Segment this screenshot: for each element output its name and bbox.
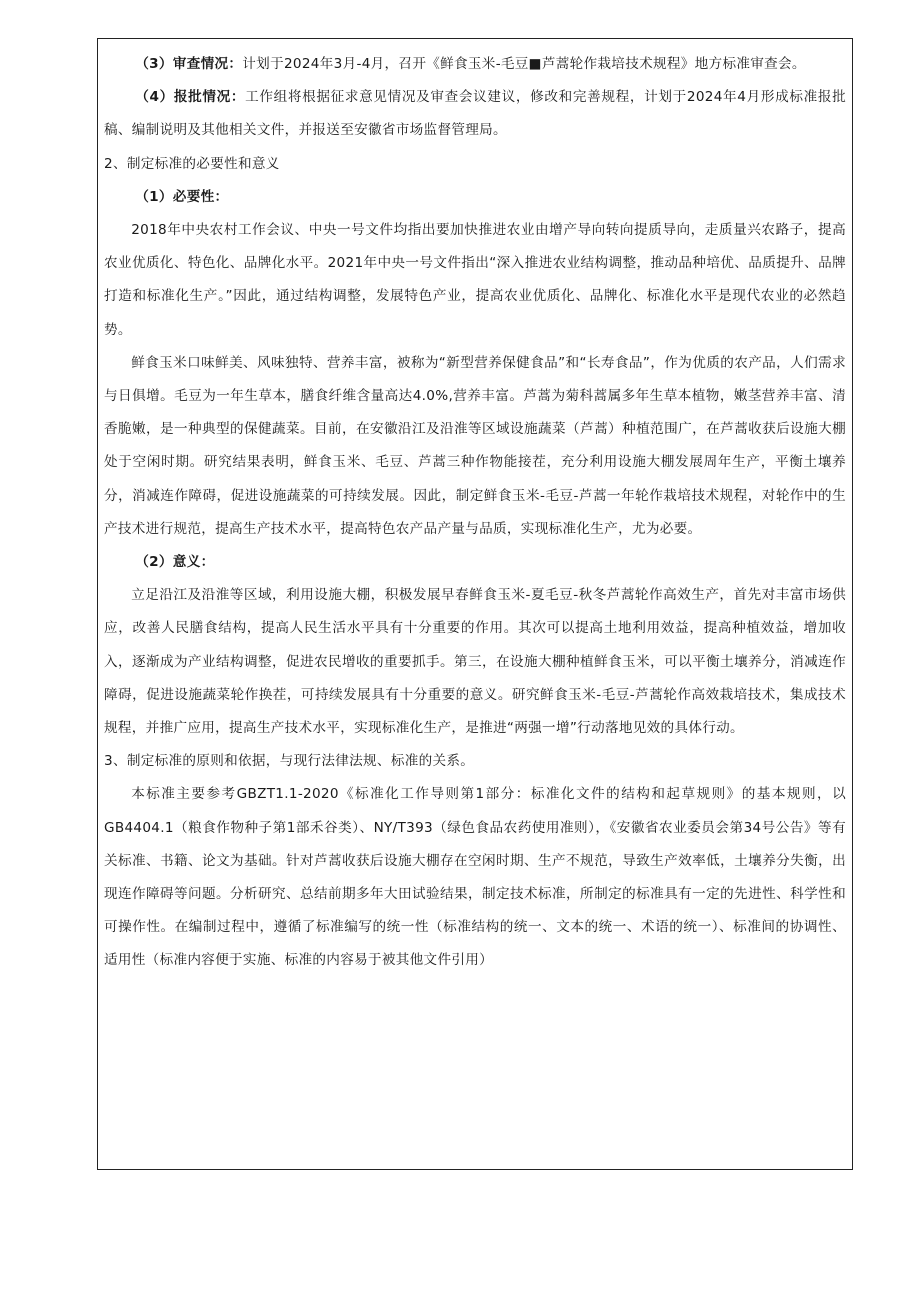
necessity-label: （1）必要性：	[135, 188, 229, 205]
meaning-label: （2）意义：	[135, 554, 215, 571]
document-body	[104, 48, 846, 978]
section3-title: 3、制定标准的原则和依据，与现行法律法规、标准的关系。	[104, 753, 475, 770]
meaning-paragraph-1: 立足沿江及沿淮等区域，利用设施大棚，积极发展早春鲜食玉米-夏毛豆-秋冬芦蒿轮作高效生产，首先对丰富市场供应，改善人民膳食结构，提高人民生活水平具有十分重要的作用。其次可以提高土地利用效益，提高种植效益，增加收入，逐渐成为产业结构调整，促进农民增收的重要抓手。第三，在设施大棚种植鲜食玉米，可以平衡土壤养分，消减连作障碍，促进设施蔬菜轮作换茬，可持续发展具有十分重要的意义。研究鲜食玉米-毛豆-芦蒿轮作高效栽培技术，集成技术规程，并推广应用，提高生产技术水平，实现标准化生产，是推进“两强一增”行动落地见效的具体行动。	[104, 587, 846, 737]
review-text: 计划于2024年3月-4月，召开《鲜食玉米-毛豆■芦蒿轮作栽培技术规程》地方标准审查会。	[242, 56, 806, 72]
approval-label: （4）报批情况：	[135, 89, 246, 106]
document-frame	[97, 38, 853, 1170]
necessity-paragraph-2: 鲜食玉米口味鲜美、风味独特、营养丰富，被称为“新型营养保健食品”和“长寿食品”，作为优质的农产品，人们需求与日俱增。毛豆为一年生草本，膳食纤维含量高达4.0%,营养丰富。芦蒿为菊科蒿属多年生草本植物，嫩茎营养丰富、清香脆嫩，是一种典型的保健蔬菜。目前，在安徽沿江及沿淮等区域设施蔬菜（芦蒿）种植范围广，在芦蒿收获后设施大棚处于空闲时期。研究结果表明，鲜食玉米、毛豆、芦蒿三种作物能接茬，充分利用设施大棚发展周年生产，平衡土壤养分，消减连作障碍，促进设施蔬菜的可持续发展。因此，制定鲜食玉米-毛豆-芦蒿一年轮作栽培技术规程，对轮作中的生产技术进行规范，提高生产技术水平，提高特色农产品产量与品质，实现标准化生产，尤为必要。	[104, 354, 846, 537]
approval-text: 工作组将根据征求意见情况及审查会议建议，修改和完善规程，计划于2024年4月形成标准报批稿、编制说明及其他相关文件，并报送至安徽省市场监督管理局。	[104, 89, 846, 139]
section2-title: 2、制定标准的必要性和意义	[104, 155, 280, 172]
necessity-paragraph-1: 2018年中央农村工作会议、中央一号文件均指出要加快推进农业由增产导向转向提质导向，走质量兴农路子，提高农业优质化、特色化、品牌化水平。2021年中央一号文件指出“深入推进农业结构调整，推动品种培优、品质提升、品牌打造和标准化生产。”因此，通过结构调整，发展特色产业，提高农业优质化、品牌化、标准化水平是现代农业的必然趋势。	[104, 222, 846, 338]
review-label: （3）审查情况：	[135, 56, 243, 72]
review-paragraph	[104, 48, 846, 81]
approval-paragraph	[104, 81, 846, 147]
section3-paragraph-1: 本标准主要参考GBZT1.1-2020《标准化工作导则第1部分：标准化文件的结构和起草规则》的基本规则，以GB4404.1（粮食作物种子第1部禾谷类）、NY/T393（绿色食品农药使用准则），《安徽省农业委员会第34号公告》等有关标准、书籍、论文为基础。针对芦蒿收获后设施大棚存在空闲时期、生产不规范，导致生产效率低，土壤养分失衡，出现连作障碍等问题。分析研究、总结前期多年大田试验结果，制定技术标准，所制定的标准具有一定的先进性、科学性和可操作性。在编制过程中，遵循了标准编写的统一性（标准结构的统一、文本的统一、术语的统一）、标准间的协调性、适用性（标准内容便于实施、标准的内容易于被其他文件引用）	[104, 786, 846, 969]
